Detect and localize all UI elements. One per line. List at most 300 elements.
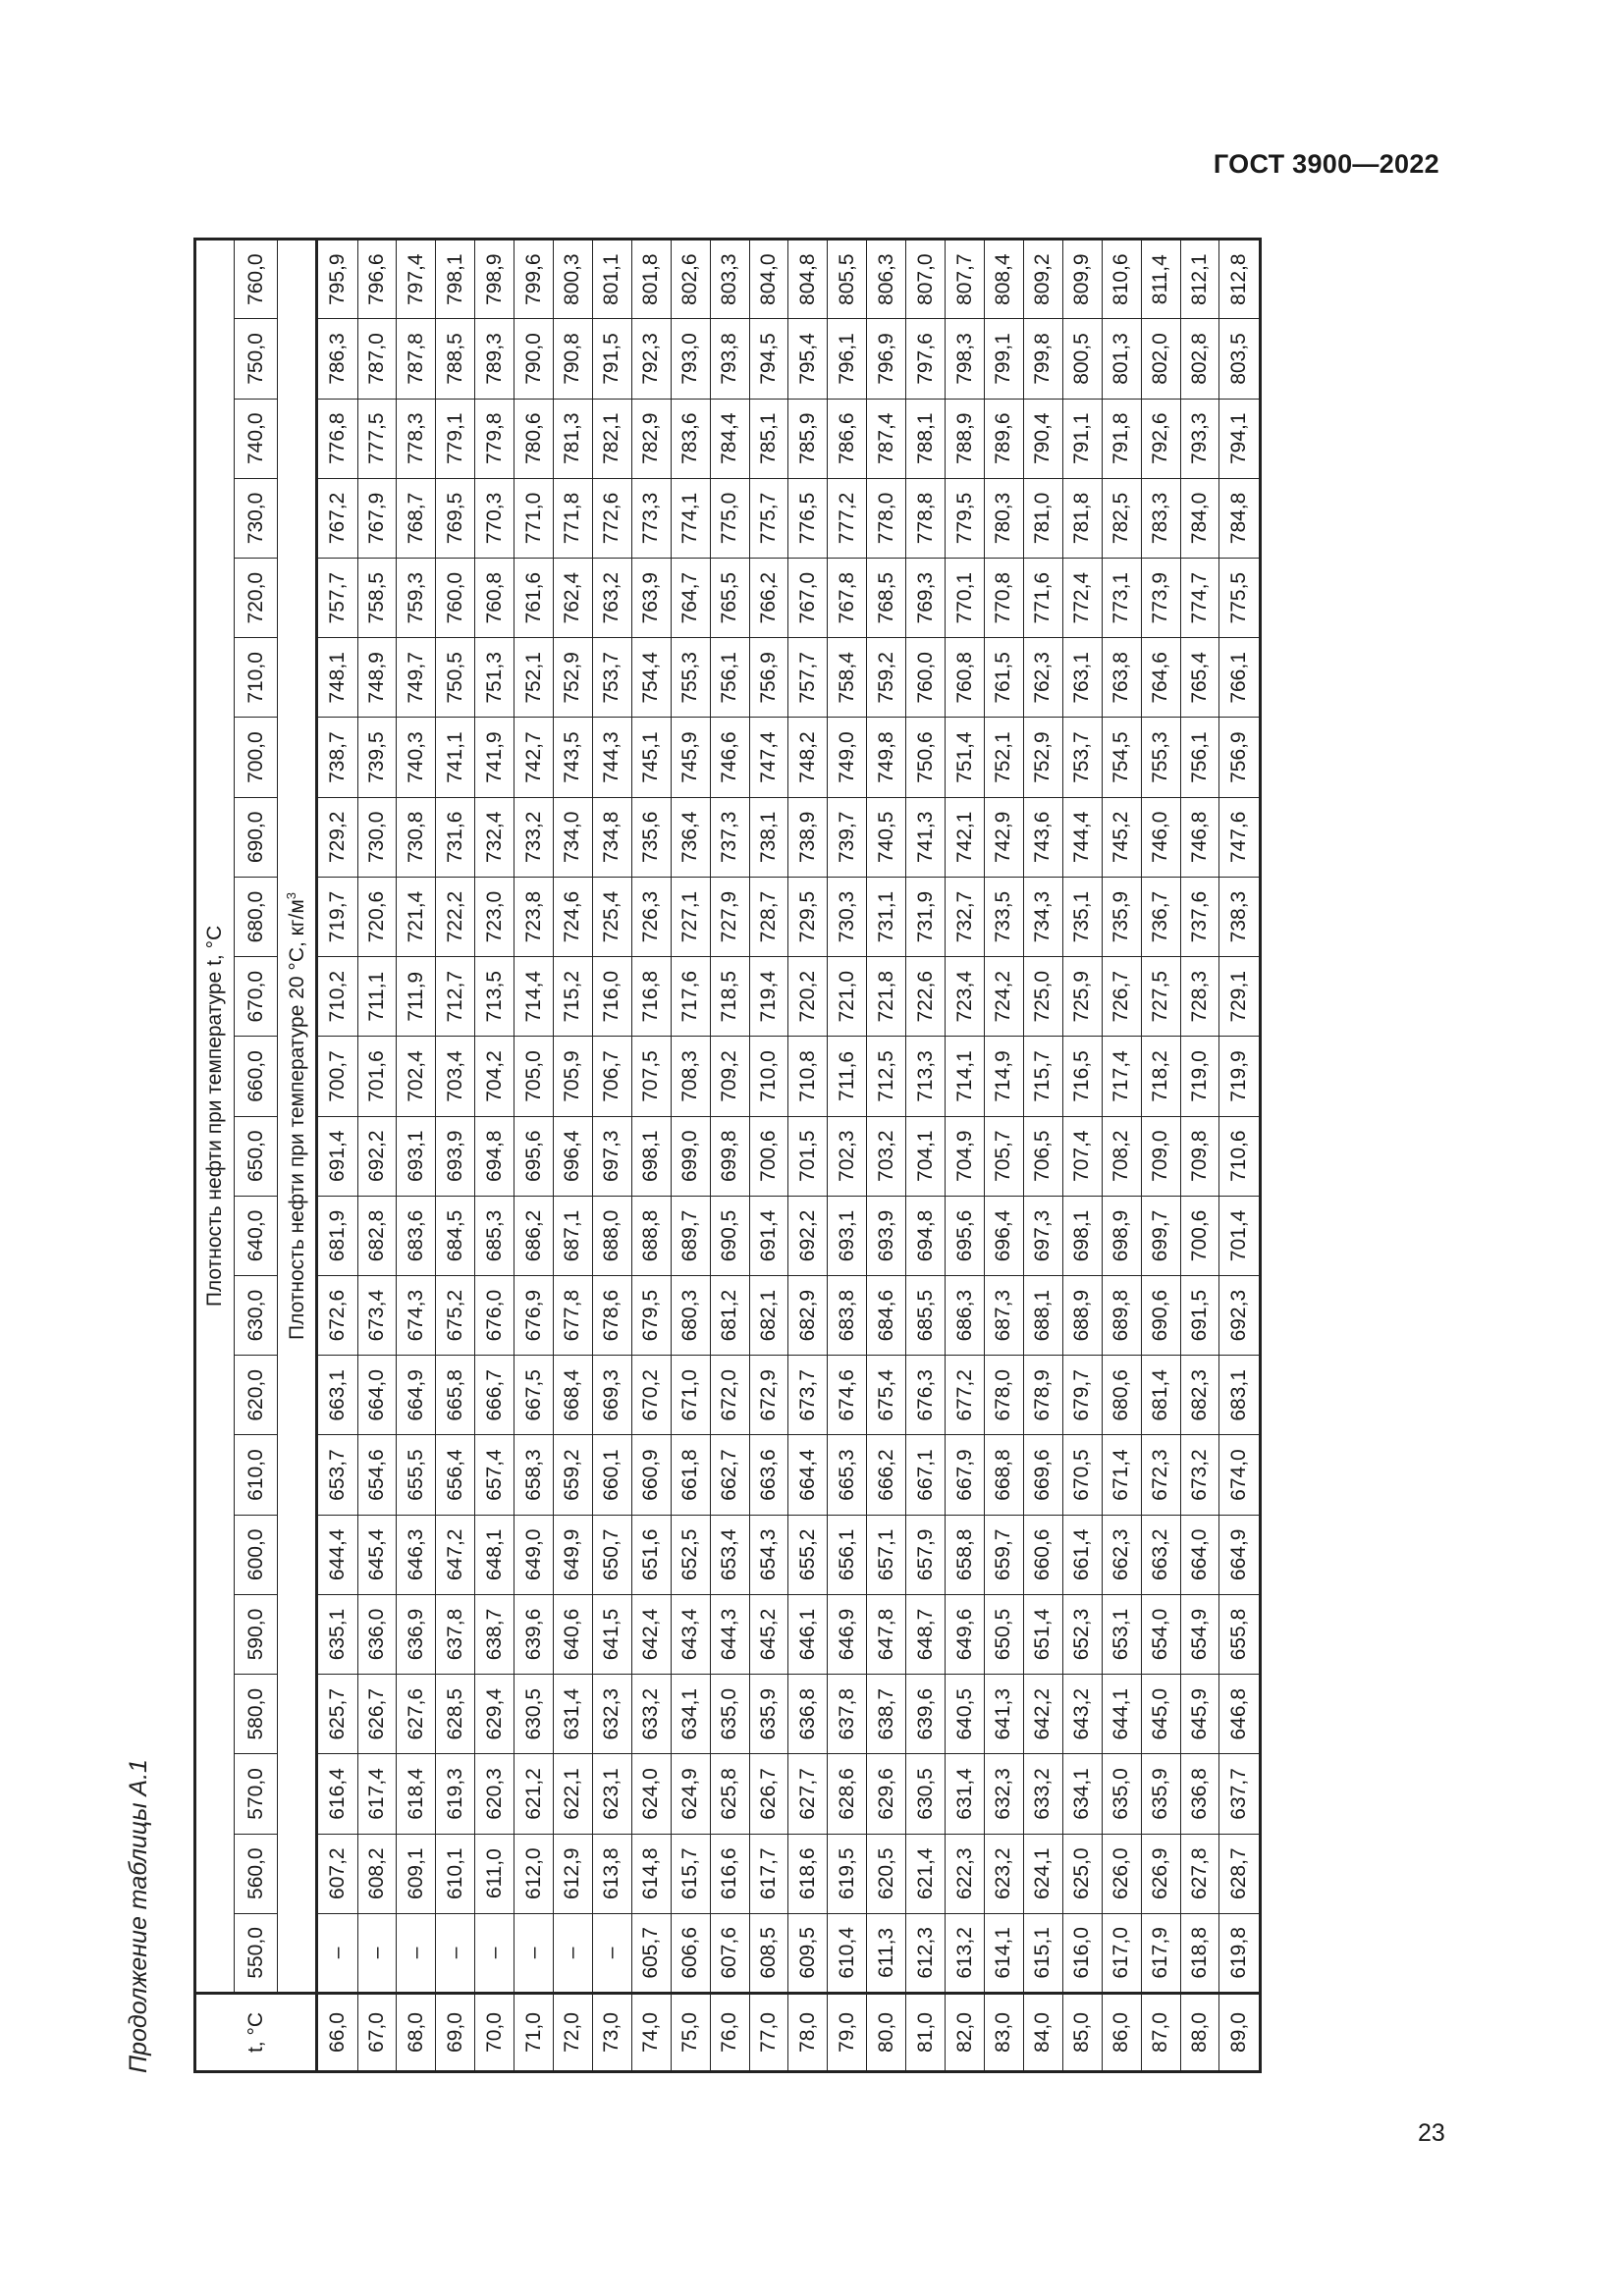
density-cell: 668,8 [985,1435,1024,1515]
density-cell: 657,1 [867,1515,906,1594]
density-cell: 631,4 [554,1675,593,1754]
density-cell: 739,5 [357,718,397,797]
density-cell: 610,4 [828,1913,867,1993]
density-cell: 703,2 [867,1116,906,1196]
density-cell: 698,1 [631,1116,671,1196]
density-cell: 696,4 [985,1196,1024,1275]
density-cell: 715,2 [554,957,593,1037]
density-cell: 638,7 [867,1675,906,1754]
density-cell: 720,2 [788,957,828,1037]
density-cell: 765,5 [710,559,749,638]
density-cell: 705,0 [514,1037,554,1116]
density-cell: 689,7 [671,1196,710,1275]
density-cell: 635,9 [1141,1754,1180,1834]
density-column-header: 660,0 [235,1037,278,1116]
density-cell: 674,6 [828,1356,867,1435]
density-cell: 719,7 [317,877,358,956]
temperature-cell: 86,0 [1102,1994,1141,2072]
density-column-header: 690,0 [235,797,278,877]
density-cell: 765,4 [1180,638,1219,718]
density-cell: 708,3 [671,1037,710,1116]
temperature-cell: 79,0 [828,1994,867,2072]
table-row [1102,240,1141,2072]
temperature-cell: 84,0 [1023,1994,1062,2072]
density-cell: 664,4 [788,1435,828,1515]
density-cell: 676,0 [475,1276,514,1356]
temperature-cell: 67,0 [357,1994,397,2072]
density-cell: 750,6 [906,718,946,797]
density-cell: 729,2 [317,797,358,877]
density-cell: 654,0 [1141,1594,1180,1674]
density-cell: 790,0 [514,319,554,399]
density-column-header: 650,0 [235,1116,278,1196]
density-column-header: 750,0 [235,319,278,399]
density-cell: 804,0 [749,240,788,319]
density-cell: 712,5 [867,1037,906,1116]
density-cell: 648,7 [906,1594,946,1674]
table-row [788,240,828,2072]
temperature-cell: 80,0 [867,1994,906,2072]
density-cell: 719,4 [749,957,788,1037]
density-cell: 615,1 [1023,1913,1062,1993]
density-cell: 809,9 [1062,240,1102,319]
density-cell: 812,1 [1180,240,1219,319]
density-cell: 721,8 [867,957,906,1037]
density-cell: 679,5 [631,1276,671,1356]
density-cell: 636,8 [1180,1754,1219,1834]
density-cell: 626,7 [749,1754,788,1834]
density-cell: 799,8 [1023,319,1062,399]
density-cell: 643,4 [671,1594,710,1674]
density-cell: 627,8 [1180,1834,1219,1913]
density-cell: 664,9 [397,1356,436,1435]
density-cell: 626,7 [357,1675,397,1754]
density-cell: 761,5 [985,638,1024,718]
density-cell: 721,4 [397,877,436,956]
density-cell: 714,1 [946,1037,985,1116]
density-cell: 740,5 [867,797,906,877]
density-cell: 678,9 [1023,1356,1062,1435]
density-cell: 645,9 [1180,1675,1219,1754]
density-cell: 699,8 [710,1116,749,1196]
density-cell: 791,8 [1102,399,1141,478]
density-cell: 737,3 [710,797,749,877]
temperature-cell: 74,0 [631,1994,671,2072]
density-cell: 786,6 [828,399,867,478]
density-column-header: 730,0 [235,478,278,558]
density-cell: 644,1 [1102,1675,1141,1754]
density-cell: 673,4 [357,1276,397,1356]
density-cell: 693,9 [436,1116,475,1196]
temperature-cell: 89,0 [1219,1994,1261,2072]
temperature-cell: 88,0 [1180,1994,1219,2072]
density-cell: 607,6 [710,1913,749,1993]
density-cell: 796,1 [828,319,867,399]
density-cell: 738,1 [749,797,788,877]
density-cell: 757,7 [788,638,828,718]
density-cell: 646,8 [1219,1675,1261,1754]
density-cell: 772,4 [1062,559,1102,638]
density-cell: 788,1 [906,399,946,478]
density-cell: 656,4 [436,1435,475,1515]
density-cell: 735,1 [1062,877,1102,956]
density-column-header: 590,0 [235,1594,278,1674]
density-cell: 803,3 [710,240,749,319]
density-cell: 674,0 [1219,1435,1261,1515]
density-cell: 623,1 [592,1754,631,1834]
density-cell: 748,1 [317,638,358,718]
density-cell: 647,8 [867,1594,906,1674]
density-cell: 608,2 [357,1834,397,1913]
density-cell: 682,8 [357,1196,397,1275]
density-cell: 800,5 [1062,319,1102,399]
density-cell: 640,5 [946,1675,985,1754]
temperature-cell: 81,0 [906,1994,946,2072]
density-cell: 619,8 [1219,1913,1261,1993]
density-cell: 710,6 [1219,1116,1261,1196]
density-cell: 612,9 [554,1834,593,1913]
density-cell: 605,7 [631,1913,671,1993]
density-column-header: 740,0 [235,399,278,478]
density-cell: 734,0 [554,797,593,877]
density-cell: 763,9 [631,559,671,638]
density-cell: 746,8 [1180,797,1219,877]
density-cell: 641,5 [592,1594,631,1674]
density-cell: 691,4 [749,1196,788,1275]
density-cell: 702,3 [828,1116,867,1196]
density-cell: 670,2 [631,1356,671,1435]
density-cell: 647,2 [436,1515,475,1594]
density-cell: 642,2 [1023,1675,1062,1754]
density-cell: 732,4 [475,797,514,877]
table-row [397,240,436,2072]
density-cell: 628,6 [828,1754,867,1834]
density-cell: 617,7 [749,1834,788,1913]
density-cell: 718,5 [710,957,749,1037]
table-row [357,240,397,2072]
density-cell: 726,3 [631,877,671,956]
density-cell: 709,2 [710,1037,749,1116]
density-cell: 802,6 [671,240,710,319]
density-cell: 784,4 [710,399,749,478]
density-cell: 640,6 [554,1594,593,1674]
density-cell: 686,3 [946,1276,985,1356]
density-cell: 767,2 [317,478,358,558]
table-row [631,240,671,2072]
table-row [554,240,593,2072]
density-cell: 803,5 [1219,319,1261,399]
density-cell: 672,0 [710,1356,749,1435]
density-column-header: 580,0 [235,1675,278,1754]
density-cell: 742,1 [946,797,985,877]
density-cell: 619,3 [436,1754,475,1834]
density-cell: 811,4 [1141,240,1180,319]
density-cell: 685,3 [475,1196,514,1275]
density-cell: 767,0 [788,559,828,638]
density-cell: 717,4 [1102,1037,1141,1116]
density-cell: 808,4 [985,240,1024,319]
density-cell: 636,0 [357,1594,397,1674]
density-cell: 691,4 [317,1116,358,1196]
density-cell: 746,0 [1141,797,1180,877]
density-column-header: 760,0 [235,240,278,319]
density-cell: 646,9 [828,1594,867,1674]
density-column-header: 610,0 [235,1435,278,1515]
density-cell: 780,3 [985,478,1024,558]
density-cell: 676,3 [906,1356,946,1435]
density-cell: 771,6 [1023,559,1062,638]
density-cell: 666,7 [475,1356,514,1435]
density-cell: 664,0 [357,1356,397,1435]
density-cell: 619,5 [828,1834,867,1913]
density-cell: 790,8 [554,319,593,399]
density-cell: 630,5 [514,1675,554,1754]
density-cell: 637,7 [1219,1754,1261,1834]
density-cell: 655,8 [1219,1594,1261,1674]
density-cell: 719,9 [1219,1037,1261,1116]
density-cell: 679,7 [1062,1356,1102,1435]
density-cell: 662,3 [1102,1515,1141,1594]
density-cell: 778,0 [867,478,906,558]
density-cell: 741,3 [906,797,946,877]
temperature-cell: 78,0 [788,1994,828,2072]
density-cell: 661,8 [671,1435,710,1515]
density-cell: 726,7 [1102,957,1141,1037]
density-cell: 785,9 [788,399,828,478]
density-cell: 727,1 [671,877,710,956]
density-cell: 780,6 [514,399,554,478]
density-cell: 706,5 [1023,1116,1062,1196]
density-cell: – [514,1913,554,1993]
density-cell: 636,8 [788,1675,828,1754]
density-cell: 664,0 [1180,1515,1219,1594]
density-cell: 701,6 [357,1037,397,1116]
density-cell: 752,1 [985,718,1024,797]
density-cell: 650,7 [592,1515,631,1594]
density-cell: 779,5 [946,478,985,558]
density-cell: 798,3 [946,319,985,399]
density-cell: 614,1 [985,1913,1024,1993]
density-cell: 768,7 [397,478,436,558]
density-cell: 723,0 [475,877,514,956]
density-cell: 695,6 [514,1116,554,1196]
density-cell: 683,1 [1219,1356,1261,1435]
density-cell: 693,1 [397,1116,436,1196]
density-cell: 638,7 [475,1594,514,1674]
density-cell: 745,1 [631,718,671,797]
density-cell: 742,9 [985,797,1024,877]
density-cell: 760,0 [436,559,475,638]
density-cell: 771,0 [514,478,554,558]
density-cell: 702,4 [397,1037,436,1116]
density-cell: 710,0 [749,1037,788,1116]
density-cell: 773,1 [1102,559,1141,638]
density-cell: 648,1 [475,1515,514,1594]
density-cell: 774,7 [1180,559,1219,638]
density-cell: 649,9 [554,1515,593,1594]
density-cell: 725,9 [1062,957,1102,1037]
density-cell: 686,2 [514,1196,554,1275]
density-cell: 627,6 [397,1675,436,1754]
density-cell: 730,0 [357,797,397,877]
density-cell: 790,4 [1023,399,1062,478]
column-group-header: Плотность нефти при температуре t, °C [195,240,235,1994]
density-cell: 675,4 [867,1356,906,1435]
density-cell: 759,2 [867,638,906,718]
density-cell: 812,8 [1219,240,1261,319]
density-cell: 756,1 [1180,718,1219,797]
density-cell: 674,3 [397,1276,436,1356]
density-cell: 773,3 [631,478,671,558]
density-cell: 639,6 [906,1675,946,1754]
density-cell: 650,5 [985,1594,1024,1674]
density-cell: 627,7 [788,1754,828,1834]
density-cell: 633,2 [1023,1754,1062,1834]
density-cell: 682,3 [1180,1356,1219,1435]
density-cell: 694,8 [475,1116,514,1196]
density-cell: 629,4 [475,1675,514,1754]
density-cell: 783,6 [671,399,710,478]
density-cell: 606,6 [671,1913,710,1993]
density-cell: 624,9 [671,1754,710,1834]
density-cell: 735,9 [1102,877,1141,956]
density-cell: 617,9 [1141,1913,1180,1993]
density-cell: 750,5 [436,638,475,718]
density-cell: 664,9 [1219,1515,1261,1594]
density-cell: 665,3 [828,1435,867,1515]
density-cell: 708,2 [1102,1116,1141,1196]
density-cell: 737,6 [1180,877,1219,956]
table-row [592,240,631,2072]
density-cell: – [436,1913,475,1993]
density-cell: 698,9 [1102,1196,1141,1275]
density-cell: 669,6 [1023,1435,1062,1515]
density-cell: 723,8 [514,877,554,956]
density-cell: 699,7 [1141,1196,1180,1275]
density-cell: 654,9 [1180,1594,1219,1674]
table-row [1141,240,1180,2072]
temperature-cell: 73,0 [592,1994,631,2072]
density-cell: 705,9 [554,1037,593,1116]
density-cell: 770,1 [946,559,985,638]
temperature-cell: 82,0 [946,1994,985,2072]
column-header-t: t, °C [195,1994,317,2072]
density-cell: 789,6 [985,399,1024,478]
density-cell: 754,5 [1102,718,1141,797]
density-cell: 710,2 [317,957,358,1037]
density-cell: 725,0 [1023,957,1062,1037]
density-cell: 629,6 [867,1754,906,1834]
density-cell: 697,3 [1023,1196,1062,1275]
density-cell: 789,3 [475,319,514,399]
density-cell: 774,1 [671,478,710,558]
density-cell: 763,2 [592,559,631,638]
density-cell: 749,0 [828,718,867,797]
density-column-header: 560,0 [235,1834,278,1913]
density-cell: 724,2 [985,957,1024,1037]
density-cell: 749,8 [867,718,906,797]
density-cell: 797,4 [397,240,436,319]
density-cell: 700,6 [1180,1196,1219,1275]
density-column-header: 600,0 [235,1515,278,1594]
density-cell: 680,6 [1102,1356,1141,1435]
density-cell: 755,3 [1141,718,1180,797]
density-cell: 716,8 [631,957,671,1037]
density-cell: 706,7 [592,1037,631,1116]
density-cell: 762,3 [1023,638,1062,718]
density-cell: 660,9 [631,1435,671,1515]
density-cell: 738,3 [1219,877,1261,956]
density-cell: 692,3 [1219,1276,1261,1356]
table-row [867,240,906,2072]
density-cell: 672,3 [1141,1435,1180,1515]
density-cell: 696,4 [554,1116,593,1196]
temperature-cell: 70,0 [475,1994,514,2072]
density-cell: 798,9 [475,240,514,319]
density-cell: 801,8 [631,240,671,319]
density-cell: 671,4 [1102,1435,1141,1515]
density-cell: 633,2 [631,1675,671,1754]
density-cell: 717,6 [671,957,710,1037]
density-cell: 672,6 [317,1276,358,1356]
density-cell: 772,6 [592,478,631,558]
density-cell: 722,6 [906,957,946,1037]
density-cell: 681,2 [710,1276,749,1356]
density-cell: 732,7 [946,877,985,956]
density-cell: 684,6 [867,1276,906,1356]
density-cell: 766,1 [1219,638,1261,718]
density-cell: 775,7 [749,478,788,558]
density-cell: 661,4 [1062,1515,1102,1594]
density-cell: 665,8 [436,1356,475,1435]
density-cell: 775,0 [710,478,749,558]
density-cell: 646,1 [788,1594,828,1674]
document-code: ГОСТ 3900—2022 [1213,149,1439,179]
density-cell: 799,6 [514,240,554,319]
density-cell: 710,8 [788,1037,828,1116]
density-table [193,238,1262,2073]
density-cell: 713,3 [906,1037,946,1116]
density-cell: 645,2 [749,1594,788,1674]
density-column-header: 640,0 [235,1196,278,1275]
density-cell: 684,5 [436,1196,475,1275]
density-cell: 637,8 [436,1594,475,1674]
density-cell: 611,3 [867,1913,906,1993]
density-cell: 760,8 [475,559,514,638]
density-cell: 616,6 [710,1834,749,1913]
density-cell: 682,9 [788,1276,828,1356]
density-cell: 756,1 [710,638,749,718]
density-cell: 671,0 [671,1356,710,1435]
density-cell: 758,5 [357,559,397,638]
density-cell: 736,4 [671,797,710,877]
temperature-cell: 76,0 [710,1994,749,2072]
density-cell: 748,2 [788,718,828,797]
density-cell: 792,3 [631,319,671,399]
density-cell: – [475,1913,514,1993]
density-cell: 678,6 [592,1276,631,1356]
density-cell: 802,0 [1141,319,1180,399]
density-cell: 744,3 [592,718,631,797]
density-cell: 709,8 [1180,1116,1219,1196]
density-cell: 625,0 [1062,1834,1102,1913]
density-cell: 689,8 [1102,1276,1141,1356]
density-cell: 704,1 [906,1116,946,1196]
density-cell: 670,5 [1062,1435,1102,1515]
density-cell: 688,0 [592,1196,631,1275]
density-cell: 614,8 [631,1834,671,1913]
density-cell: 653,4 [710,1515,749,1594]
